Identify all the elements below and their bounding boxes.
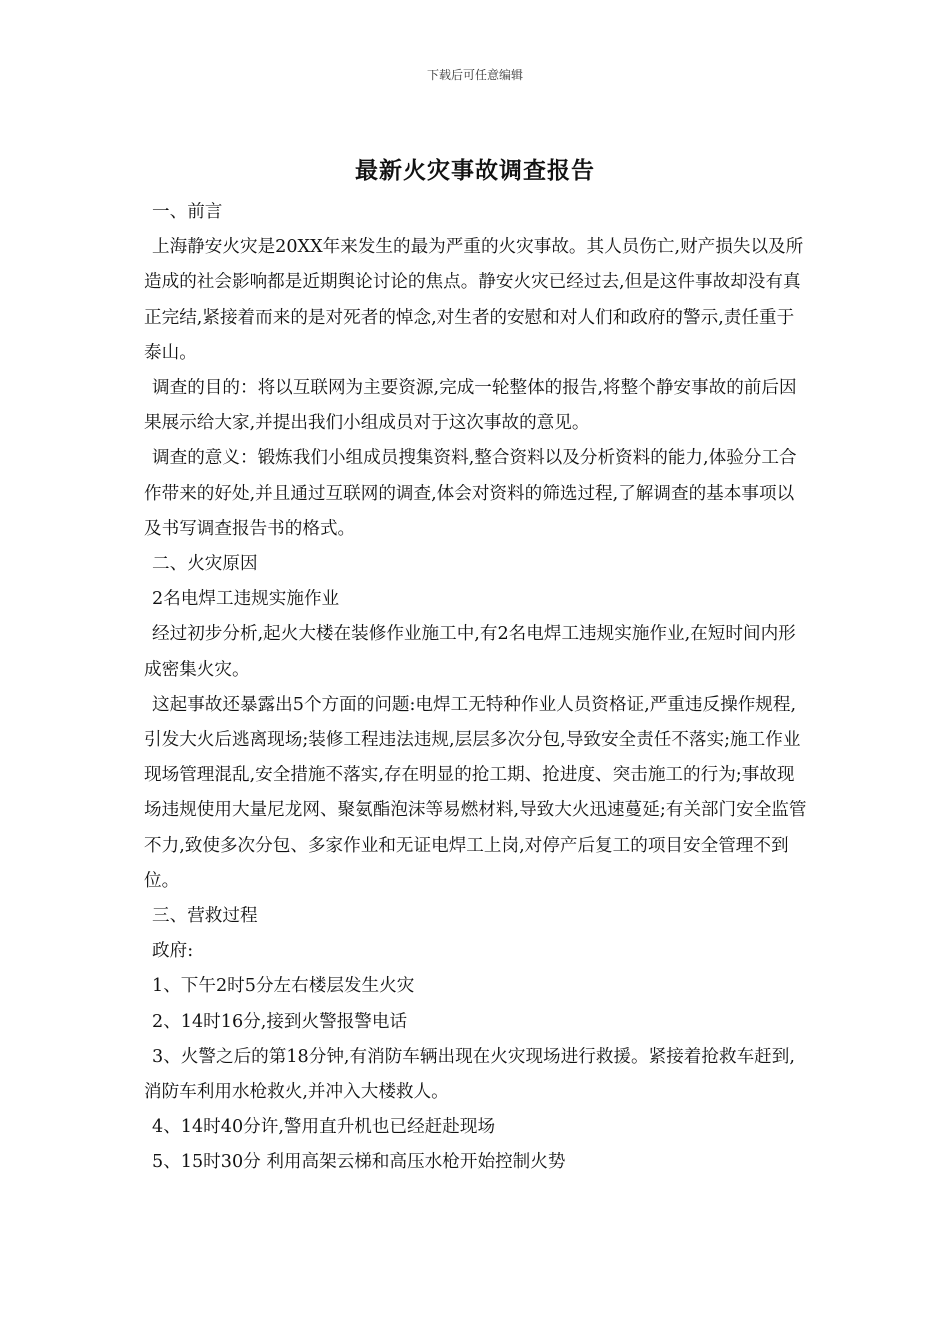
paragraph-cause-analysis: 经过初步分析,起火大楼在装修作业施工中,有2名电焊工违规实施作业,在短时间内形成密集火灾。	[144, 624, 796, 680]
list-item-rescue-2: 2、14时16分,接到火警报警电话	[152, 1011, 408, 1032]
section-heading-rescue: 三、营救过程	[152, 906, 258, 927]
paragraph-significance: 调查的意义：锻炼我们小组成员搜集资料,整合资料以及分析资料的能力,体验分工合作带来的好处,并且通过互联网的调查,体会对资料的筛选过程,了解调查的基本事项以及书写调查报告书的格式。	[144, 448, 797, 539]
section-heading-preface: 一、前言	[152, 202, 223, 222]
list-item-rescue-1: 1、下午2时5分左右楼层发生火灾	[152, 976, 415, 997]
paragraph-government: 政府:	[152, 941, 194, 962]
paragraph-cause-problems: 这起事故还暴露出5个方面的问题:电焊工无特种作业人员资格证,严重违反操作规程,引发大火后逃离现场;装修工程违法违规,层层多次分包,导致安全责任不落实;施工作业现场管理混乱,安全措施不落实,存在明显的抢工期、抢进度、突击施工的行为;事故现场违规使用大量尼龙网、聚氨酯泡沫等易燃材料,导致大火迅速蔓延;有关部门安全监管不力,致使多次分包、多家作业和无证电焊工上岗,对停产后复工的项目安全管理不到位。	[144, 694, 807, 891]
paragraph-cause-subtitle: 2名电焊工违规实施作业	[152, 589, 340, 610]
list-item-rescue-3: 3、火警之后的第18分钟,有消防车辆出现在火灾现场进行救援。紧接着抢救车赶到,消防车利用水枪救火,并冲入大楼救人。	[144, 1046, 795, 1103]
list-item-rescue-4: 4、14时40分许,警用直升机也已经赶赴现场	[152, 1117, 496, 1138]
section-heading-cause: 二、火灾原因	[152, 554, 258, 575]
document-title: 最新火灾事故调查报告	[355, 157, 595, 184]
paragraph-purpose: 调查的目的：将以互联网为主要资源,完成一轮整体的报告,将整个静安事故的前后因果展示给大家,并提出我们小组成员对于这次事故的意见。	[144, 378, 797, 434]
page-header-note: 下载后可任意编辑	[426, 68, 523, 82]
document-body	[144, 195, 808, 1181]
paragraph-intro: 上海静安火灾是20XX年来发生的最为严重的火灾事故。其人员伤亡,财产损失以及所造成的社会影响都是近期舆论讨论的焦点。静安火灾已经过去,但是这件事故却没有真正完结,紧接着而来的是对死者的悼念,对生者的安慰和对人们和政府的警示,责任重于泰山。	[144, 237, 804, 363]
list-item-rescue-5: 5、15时30分 利用高架云梯和高压水枪开始控制火势	[152, 1152, 566, 1173]
